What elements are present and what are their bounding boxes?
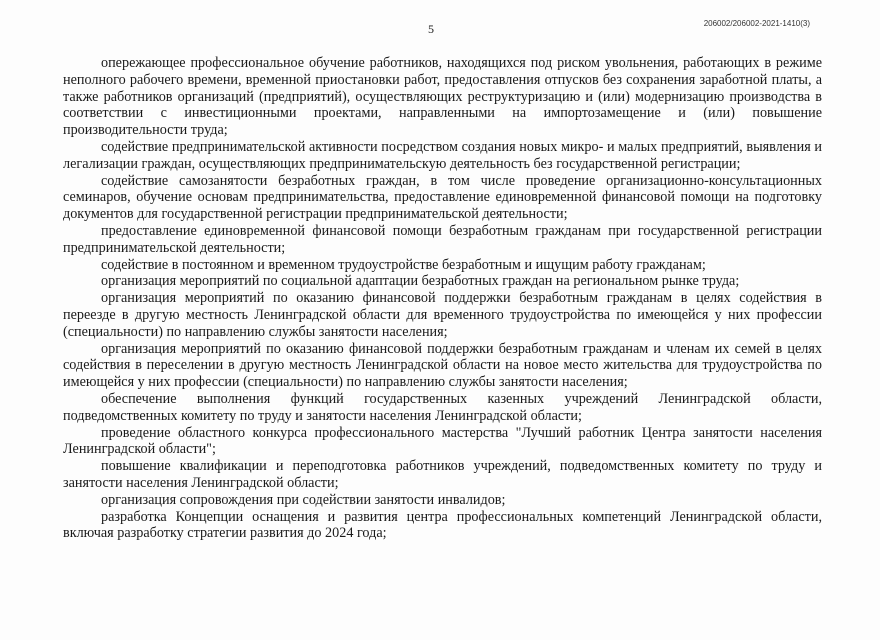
- paragraph-relocation-permanent: организация мероприятий по оказанию финансовой поддержки безработным гражданам и членам их семей в целях содействия в переселении в другую местность Ленинградской области на новое место жительства для трудоустройства по имеющейся у них профессии (специальности) по направлению службы занятости населения;: [63, 340, 822, 391]
- paragraph-contest: проведение областного конкурса профессионального мастерства "Лучший работник Центра занятости населения Ленинградской области";: [63, 424, 822, 458]
- document-code: 206002/206002-2021-1410(3): [703, 19, 810, 28]
- paragraph-disabled-employment: организация сопровождения при содействии занятости инвалидов;: [101, 491, 506, 508]
- paragraph-social-adaptation: организация мероприятий по социальной адаптации безработных граждан на региональном рынке труда;: [101, 273, 740, 290]
- paragraph-self-employment: содействие самозанятости безработных граждан, в том числе проведение организационно-консультационных семинаров, обучение основам предпринимательства, предоставление единовременной финансовой помощи на подготовку документов для государственной регистрации предпринимательской деятельности;: [63, 172, 822, 223]
- paragraph-entrepreneurship-support: содействие предпринимательской активности посредством создания новых микро- и малых предприятий, выявления и легализации граждан, осуществляющих предпринимательскую деятельность без государственной регистрации;: [63, 138, 822, 172]
- paragraph-employment-assistance: содействие в постоянном и временном трудоустройстве безработным и ищущим работу гражданам;: [101, 256, 706, 273]
- page-number: 5: [428, 22, 434, 36]
- paragraph-staff-training: повышение квалификации и переподготовка работников учреждений, подведомственных комитету по труду и занятости населения Ленинградской области;: [63, 458, 822, 491]
- paragraph-financial-aid: предоставление единовременной финансовой помощи безработным гражданам при государственной регистрации предпринимательской деятельности;: [63, 222, 822, 256]
- document-body: [63, 55, 822, 542]
- paragraph-institution-support: обеспечение выполнения функций государственных казенных учреждений Ленинградской области, подведомственных комитету по труду и занятости населения Ленинградской области;: [63, 390, 822, 424]
- paragraph-relocation-temporary: организация мероприятий по оказанию финансовой поддержки безработным гражданам в целях содействия в переезде в другую местность Ленинградской области для временного трудоустройства по имеющейся у них профессии (специальности) по направлению службы занятости населения;: [63, 290, 822, 340]
- paragraph-competence-center: разработка Концепции оснащения и развития центра профессиональных компетенций Ленинградской области, включая разработку стратегии развития до 2024 года;: [63, 508, 822, 542]
- paragraph-advanced-training: опережающее профессиональное обучение работников, находящихся под риском увольнения, работающих в режиме неполного рабочего времени, временной приостановки работ, предоставления отпусков без сохранения заработной платы, а также работников организаций (предприятий), осуществляющих реструктуризацию и (или) модернизацию производства в соответствии с инвестиционными проектами, направленными на импортозамещение и (или) повышение производительности труда;: [63, 55, 822, 139]
